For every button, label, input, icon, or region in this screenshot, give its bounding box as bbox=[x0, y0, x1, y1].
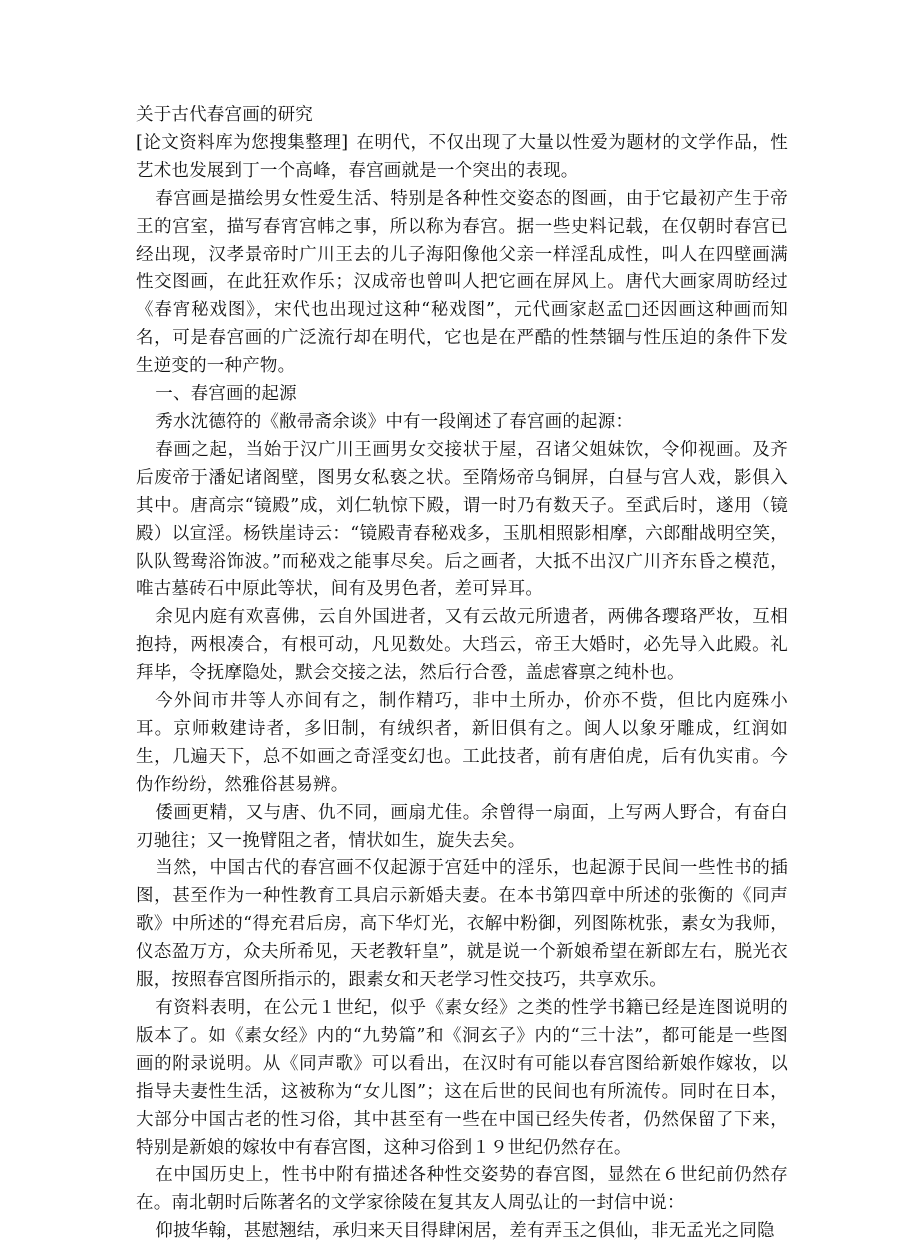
section-heading: 一、春宫画的起源 bbox=[155, 384, 297, 405]
document-title: 关于古代春宫画的研究 bbox=[136, 105, 313, 125]
paragraph: 秀水沈德符的《敝帚斋余谈》中有一段阐述了春宫画的起源： bbox=[155, 411, 634, 432]
quote-paragraph: 春画之起，当始于汉广川王画男女交接状于屋，召诸父姐妹饮，令仰视画。及齐后废帝于潘妃诸阁壁，图男女私亵之状。至隋炀帝乌铜屏，白昼与宫人戏，影俱入其中。唐高宗“镜殿”成，刘仁轨惊下殿，谓一时乃有数天子。至武后时，遂用（镜殿）以宣淫。杨铁崖诗云：“镜殿青春秘戏多，玉肌相照影相摩，六郎酣战明空笑，队队鸳鸯浴饰波。”而秘戏之能事尽矣。后之画者，大抵不出汉广川齐东昏之模范，唯古墓砖石中原此等状，间有及男色者，差可异耳。 bbox=[136, 439, 788, 600]
intro-paragraph bbox=[136, 130, 788, 186]
paragraph: 有资料表明，在公元１世纪，似乎《素女经》之类的性学书籍已经是连图说明的版本了。如《素女经》内的“九势篇”和《洞玄子》内的“三十法”，都可能是一些图画的附录说明。从《同声歌》可以看出，在汉时有可能以春宫图给新娘作嫁妆，以指导夫妻性生活，这被称为“女儿图”；这在后世的民间也有所流传。同时在日本，大部分中国古老的性习俗，其中甚至有一些在中国已经失传者，仍然保留了下来，特别是新娘的嫁妆中有春宫图，这种习俗到１９世纪仍然存在。 bbox=[136, 998, 788, 1158]
paragraph: 在中国历史上，性书中附有描述各种性交姿势的春宫图，显然在６世纪前仍然存在。南北朝时后陈著名的文学家徐陵在复其友人周弘让的一封信中说： bbox=[136, 1165, 788, 1214]
document-page bbox=[136, 102, 788, 1246]
quote-paragraph: 仰披华翰，甚慰翘结，承归来天目得肆闲居，差有弄玉之俱仙，非无孟光之同隐 bbox=[155, 1221, 775, 1242]
paragraph: 当然，中国古代的春宫画不仅起源于宫廷中的淫乐，也起源于民间一些性书的插图，甚至作为一种性教育工具启示新婚夫妻。在本书第四章中所述的张衡的《同声歌》中所述的“得充君后房，高下华灯光，衣解中粉御，列图陈枕张，素女为我师，仪态盈万方，众夫所希见，天老教轩皇”，就是说一个新娘希望在新郎左右，脱光衣服，按照春宫图所指示的，跟素女和天老学习性交技巧，共享欢乐。 bbox=[136, 858, 788, 991]
quote-paragraph: 倭画更精，又与唐、仇不同，画扇尤佳。余曾得一扇面，上写两人野合，有奋白刃驰往；又一挽臂阻之者，情状如生，旋失去矣。 bbox=[136, 802, 788, 851]
quote-paragraph: 今外间市井等人亦间有之，制作精巧，非中土所办，价亦不赀，但比内庭殊小耳。京师敕建诗者，多旧制，有绒织者，新旧俱有之。闽人以象牙雕成，红润如生，几遍天下，总不如画之奇淫变幻也。工此技者，前有唐伯虎，后有仇实甫。今伪作纷纷，然雅俗甚易辨。 bbox=[136, 691, 788, 795]
intro-text: 在明代，不仅出现了大量以性爱为题材的文学作品，性艺术也发展到丁一个高峰，春宫画就是一个突出的表现。 bbox=[136, 132, 788, 181]
source-tag: [论文资料库为您搜集整理] bbox=[136, 132, 349, 153]
paragraph: 春宫画是描绘男女性爱生活、特别是各种性交姿态的图画，由于它最初产生于帝王的宫室，描写春宵宫帏之事，所以称为春宫。据一些史料记载，在仅朝时春宫已经出现，汉孝景帝时广川王去的儿子海阳像他父亲一样淫乱成性，叫人在四壁画满性交图画，在此狂欢作乐；汉成帝也曾叫人把它画在屏风上。唐代大画家周昉经过《春宵秘戏图》，宋代也出现过这种“秘戏图”，元代画家赵孟□还因画这种画而知名，可是春宫画的广泛流行却在明代，它也是在严酷的性禁锢与性压迫的条件下发生逆变的一种产物。 bbox=[136, 188, 788, 377]
quote-paragraph: 余见内庭有欢喜佛，云自外国进者，又有云故元所遗者，两佛各璎珞严妆，互相抱持，两根凑合，有根可动，凡见数处。大珰云，帝王大婚时，必先导入此殿。礼拜毕，令抚摩隐处，默会交接之法，然后行合卺，盖虑睿禀之纯朴也。 bbox=[136, 607, 788, 684]
